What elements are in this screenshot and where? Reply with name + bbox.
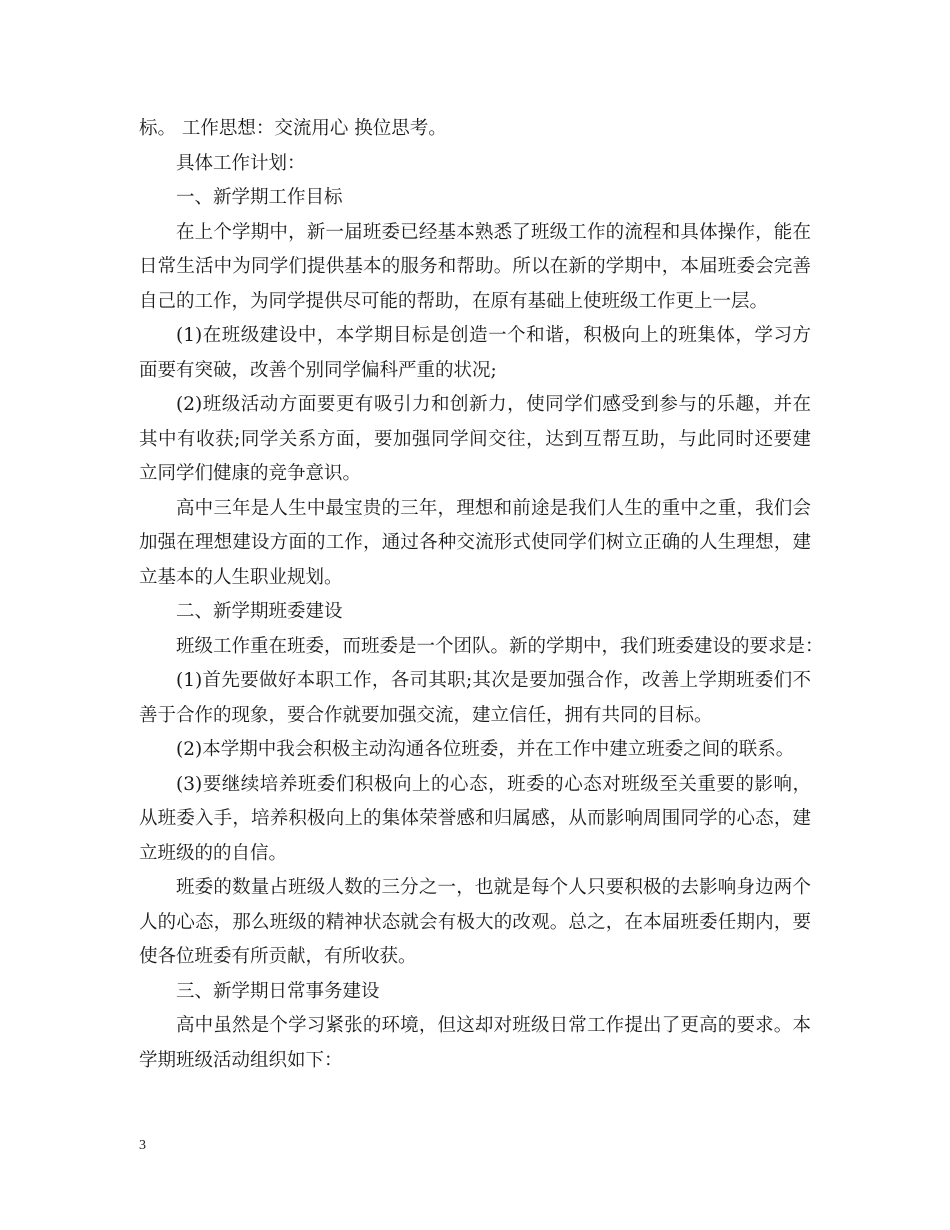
text-line: (3)要继续培养班委们积极向上的心态，班委的心态对班级至关重要的影响，	[176, 773, 811, 795]
document-body	[139, 112, 824, 1078]
text-line: (1)首先要做好本职工作，各司其职;其次是要加强合作，改善上学期班委们不	[176, 670, 811, 691]
text-line: 二、新学期班委建设	[176, 601, 343, 622]
text-line: 学期班级活动组织如下：	[139, 1049, 343, 1071]
text-line: 自己的工作，为同学提供尽可能的帮助，在原有基础上使班级工作更上一层。	[139, 290, 769, 312]
text-line: 面要有突破，改善个别同学偏科严重的状况;	[139, 359, 497, 381]
text-line: (1)在班级建设中，本学期目标是创造一个和谐，积极向上的班集体，学习方	[176, 325, 811, 346]
text-line: 立基本的人生职业规划。	[139, 566, 343, 588]
text-line: 班级工作重在班委，而班委是一个团队。新的学期中，我们班委建设的要求是：	[176, 635, 824, 657]
text-line: 善于合作的现象，要合作就要加强交流，建立信任，拥有共同的目标。	[139, 704, 713, 726]
text-line: 高中虽然是个学习紧张的环境，但这却对班级日常工作提出了更高的要求。本	[176, 1015, 811, 1036]
text-line: (2)班级活动方面要更有吸引力和创新力，使同学们感受到参与的乐趣，并在	[176, 394, 811, 415]
text-line: 三、新学期日常事务建设	[176, 980, 380, 1002]
page-number: 3	[139, 1138, 146, 1153]
text-line: 高中三年是人生中最宝贵的三年，理想和前途是我们人生的重中之重，我们会	[176, 497, 811, 519]
text-line: 加强在理想建设方面的工作，通过各种交流形式使同学们树立正确的人生理想，建	[139, 532, 811, 553]
text-line: 立同学们健康的竞争意识。	[139, 463, 362, 484]
text-line: 班委的数量占班级人数的三分之一，也就是每个人只要积极的去影响身边两个	[176, 877, 811, 898]
text-line: 其中有收获;同学关系方面，要加强同学间交往，达到互帮互助，与此同时还要建	[139, 428, 811, 450]
text-line: 使各位班委有所贡献，有所收获。	[139, 946, 417, 967]
text-line: 在上个学期中，新一届班委已经基本熟悉了班级工作的流程和具体操作，能在	[176, 221, 811, 243]
text-line: 从班委入手，培养积极向上的集体荣誉感和归属感，从而影响周围同学的心态，建	[139, 808, 811, 829]
text-line: 具体工作计划：	[176, 152, 306, 174]
text-line: 人的心态，那么班级的精神状态就会有极大的改观。总之，在本届班委任期内，要	[139, 911, 811, 933]
text-line: 日常生活中为同学们提供基本的服务和帮助。所以在新的学期中，本届班委会完善	[139, 256, 811, 277]
text-line: 立班级的的自信。	[139, 842, 288, 864]
text-line: 标。 工作思想：交流用心 换位思考。	[139, 118, 447, 139]
text-line: (2)本学期中我会积极主动沟通各位班委，并在工作中建立班委之间的联系。	[176, 739, 795, 760]
text-line: 一、新学期工作目标	[176, 187, 343, 208]
